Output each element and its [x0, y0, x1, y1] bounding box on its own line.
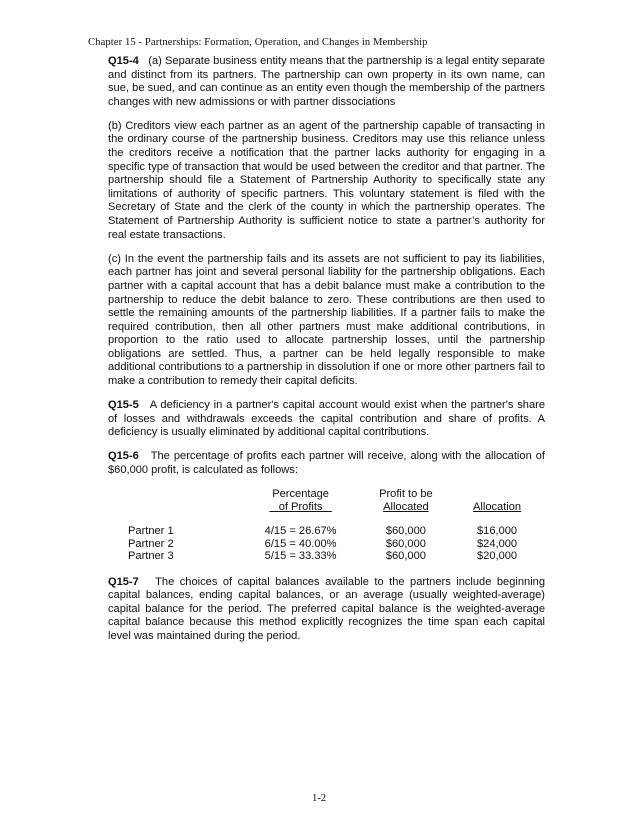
table-header-row: [108, 488, 545, 501]
header-allocated: Allocated: [383, 500, 429, 513]
partner-name: Partner 2: [128, 537, 174, 550]
table-row: [108, 525, 545, 538]
partner-allocation: $20,000: [477, 550, 518, 563]
q15-7: [108, 576, 545, 644]
partner-percentage: 6/15 = 40.00%: [264, 537, 337, 550]
document-body: [108, 55, 545, 654]
header-allocation: Allocation: [473, 500, 522, 513]
partner-allocation: $24,000: [477, 537, 518, 550]
partner-profit: $60,000: [385, 537, 426, 550]
header-profit: Profit to be: [379, 488, 433, 501]
partner-profit: $60,000: [385, 525, 426, 538]
header-of-profits: of Profits: [278, 500, 323, 513]
question-label: Q15-5: [108, 399, 139, 412]
page-header: Chapter 15 - Partnerships: Formation, Operation, and Changes in Membership: [88, 37, 428, 48]
paragraph-text: A deficiency in a partner's capital account would exist when the partner's share of losses and withdrawals exceeds the capital contribution and share of profits. A deficiency is usually eliminated by additional capital contributions.: [108, 399, 545, 439]
profit-allocation-table: [108, 488, 545, 563]
paragraph-text: The choices of capital balances available to the partners include beginning capital balances, ending capital balances, or an average (usually weighted-average) capital balance for the period. The preferred capital balance is the weighted-average capital balance because this method explicitly recognizes the time span each capital level was maintained during the period.: [108, 575, 546, 642]
table-row: [108, 550, 545, 563]
partner-allocation: $16,000: [477, 525, 518, 538]
q15-5: [108, 399, 545, 440]
q15-4-part-b: (b) Creditors view each partner as an agent of the partnership capable of transacting in the ordinary course of the partnership business. Creditors may use this reliance unless the creditors receive a notification that the partner lacks authority for engaging in a specific type of transaction that would be used between the creditor and that partner. The partnership should file a Statement of Partnership Authority to specifically state any limitations of authority of specific partners. This voluntary statement is filed with the Secretary of State and the clerk of the county in which the partnership operates. The Statement of Partnership Authority is sufficient notice to state a partner’s authority for real estate transactions.: [108, 119, 545, 241]
q15-6: [108, 450, 545, 477]
table-row: [108, 538, 545, 551]
question-label: Q15-6: [108, 450, 139, 463]
partner-percentage: 4/15 = 26.67%: [264, 525, 337, 538]
paragraph-text: (a) Separate business entity means that the partnership is a legal entity separate and distinct from its partners. The partnership can own property in its own name, can sue, be sued, and can continue as an entity even though the membership of the partners changes with new admissions or with partner dissociations: [108, 55, 545, 108]
partner-name: Partner 1: [128, 525, 174, 538]
q15-4-part-a: [108, 55, 545, 109]
partner-name: Partner 3: [128, 550, 174, 563]
question-label: Q15-4: [108, 55, 139, 67]
partner-percentage: 5/15 = 33.33%: [264, 550, 337, 563]
paragraph-text: The percentage of profits each partner will receive, along with the allocation of $60,000 profit, is calculated as follows:: [108, 450, 546, 477]
page-number: 1-2: [311, 793, 327, 804]
question-label: Q15-7: [108, 575, 139, 588]
q15-4-part-c: (c) In the event the partnership fails and its assets are not sufficient to pay its liabilities, each partner has joint and several personal liability for the partnership obligations. Each partner with a capital account that has a debit balance must make a contribution to the partnership to reduce the debit balance to zero. These contributions are then used to settle the remaining amounts of the partnership liabilities. If a partner fails to make the required contribution, then all other partners must make additional contributions, in proportion to the ratio used to allocate partnership losses, until the partnership obligations are settled. Thus, a partner can be held legally responsible to make additional contributions to a partnership in dissolution if one or more other partners fail to make a contribution to remedy their capital deficits.: [108, 252, 545, 388]
header-percentage: Percentage: [272, 488, 329, 501]
partner-profit: $60,000: [385, 550, 426, 563]
table-header-row: [108, 501, 545, 514]
